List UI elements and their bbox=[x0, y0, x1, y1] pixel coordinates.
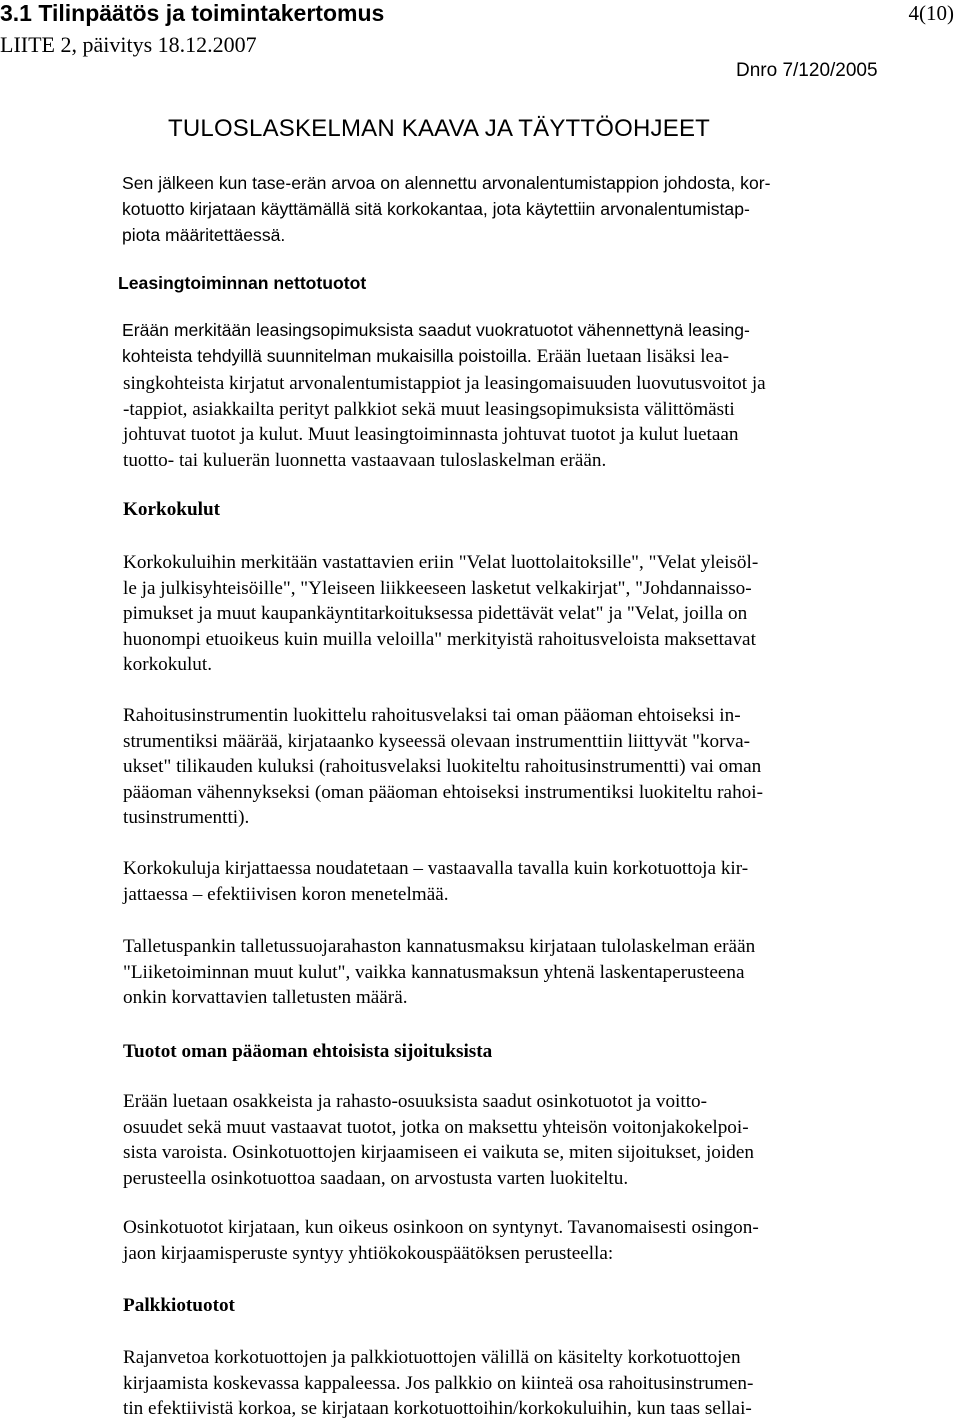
korkokulut-paragraph bbox=[123, 934, 883, 1011]
leasing-heading: Leasingtoiminnan nettotuotot bbox=[118, 273, 367, 293]
text-line: kirjaamista koskevassa kappaleessa. Jos palkkio on kiinteä osa rahoitusinstrumen- bbox=[123, 1372, 754, 1394]
page-number: 4(10) bbox=[908, 1, 954, 25]
section-title: 3.1 Tilinpäätös ja toimintakertomus bbox=[0, 0, 385, 26]
text-line: pääoman vähennykseksi (oman pääoman ehtoiseksi instrumentiksi luokiteltu rahoi- bbox=[123, 781, 763, 803]
text-line: johtuvat tuotot ja kulut. Muut leasingtoiminnasta johtuvat tuotot ja kulut luetaan bbox=[123, 424, 739, 446]
text-line: Sen jälkeen kun tase-erän arvoa on alennettu arvonalentumistappion johdosta, kor- bbox=[122, 173, 771, 193]
text-line-start: kohteista tehdyillä suunnitelman mukaisilla poistoilla. bbox=[122, 345, 532, 366]
text-line: tin efektiivistä korkoa, se kirjataan korkotuottoihin/korkokuluihin, kun taas sellai- bbox=[123, 1398, 752, 1420]
korkokulut-paragraph bbox=[123, 550, 883, 678]
intro-paragraph bbox=[122, 171, 882, 248]
text-line: Erään luetaan osakkeista ja rahasto-osuuksista saadut osinkotuotot ja voitto- bbox=[123, 1091, 708, 1112]
text-line: sista varoista. Osinkotuottojen kirjaamiseen ei vaikuta se, miten sijoitukset, joiden bbox=[123, 1142, 754, 1164]
text-line: piota määritettäessä. bbox=[122, 224, 286, 245]
leasing-paragraph-sans bbox=[122, 318, 882, 370]
text-line-serif-tail: Erään luetaan lisäksi lea- bbox=[536, 345, 729, 367]
korkokulut-heading: Korkokulut bbox=[123, 499, 221, 520]
text-line: le ja julkisyhteisöille", "Yleiseen liikkeeseen lasketut velkakirjat", "Johdannaisso- bbox=[123, 577, 752, 599]
text-line: onkin korvattavien talletusten määrä. bbox=[123, 987, 408, 1009]
text-line: Korkokuluihin merkitään vastattavien eriin "Velat luottolaitoksille", "Velat yleisöl- bbox=[123, 552, 759, 573]
text-line: Erään merkitään leasingsopimuksista saadut vuokratuotot vähennettynä leasing- bbox=[122, 320, 750, 340]
appendix-line: LIITE 2, päivitys 18.12.2007 bbox=[0, 32, 257, 57]
palkkiotuotot-heading: Palkkiotuotot bbox=[123, 1295, 235, 1316]
text-line: korkokulut. bbox=[123, 654, 213, 676]
text-line: huonompi etuoikeus kuin muilla veloilla" merkityistä rahoitusveloista maksettavat bbox=[123, 628, 756, 650]
osinkotuotot-heading: Tuotot oman pääoman ehtoisista sijoituksista bbox=[123, 1041, 493, 1062]
text-line: pimukset ja muut kaupankäyntitarkoituksessa pidettävät velat" ja "Velat, joilla on bbox=[123, 603, 748, 625]
leasing-paragraph-serif bbox=[123, 371, 883, 473]
text-line: Rajanvetoa korkotuottojen ja palkkiotuottojen välillä on käsitelty korkotuottojen bbox=[123, 1347, 741, 1368]
text-line: singkohteista kirjatut arvonalentumistappiot ja leasingomaisuuden luovutusvoitot ja bbox=[123, 373, 766, 394]
text-line: ukset" tilikauden kuluksi (rahoitusvelaksi luokiteltu rahoitusinstrumentti) vai oman bbox=[123, 756, 762, 778]
text-line: osuudet sekä muut vastaavat tuotot, jotka on maksettu yhteisön voitonjakokelpoi- bbox=[123, 1116, 749, 1138]
text-line: Korkokuluja kirjattaessa noudatetaan – vastaavalla tavalla kuin korkotuottoja kir- bbox=[123, 858, 749, 879]
korkokulut-paragraph bbox=[123, 703, 883, 831]
document-heading: TULOSLASKELMAN KAAVA JA TÄYTTÖOHJEET bbox=[168, 115, 711, 142]
text-line: Osinkotuotot kirjataan, kun oikeus osinkoon on syntynyt. Tavanomaisesti osingon- bbox=[123, 1217, 759, 1238]
text-line: strumentiksi määrää, kirjataanko kyseessä olevaan instrumenttiin liittyvät "korva- bbox=[123, 730, 750, 752]
text-line: Talletuspankin talletussuojarahaston kannatusmaksu kirjataan tulolaskelman erään bbox=[123, 936, 756, 957]
palkkiotuotot-paragraph bbox=[123, 1345, 883, 1422]
text-line bbox=[122, 344, 882, 370]
text-line: jaon kirjaamisperuste syntyy yhtiökokouspäätöksen perusteella: bbox=[123, 1242, 614, 1264]
text-line: -tappiot, asiakkailta perityt palkkiot sekä muut leasingsopimuksista välittömästi bbox=[123, 398, 735, 420]
osinkotuotot-paragraph bbox=[123, 1215, 883, 1266]
dnro-label: Dnro 7/120/2005 bbox=[736, 60, 878, 81]
text-line: jattaessa – efektiivisen koron menetelmää. bbox=[123, 883, 449, 905]
korkokulut-paragraph bbox=[123, 856, 883, 907]
text-line: perusteella osinkotuottoa saadaan, on arvostusta varten luokiteltu. bbox=[123, 1167, 629, 1189]
text-line: "Liiketoiminnan muut kulut", vaikka kannatusmaksun yhtenä laskentaperusteena bbox=[123, 961, 745, 983]
text-line: kotuotto kirjataan käyttämällä sitä korkokantaa, jota käytettiin arvonalentumistap- bbox=[122, 198, 750, 219]
text-line: Rahoitusinstrumentin luokittelu rahoitusvelaksi tai oman pääoman ehtoiseksi in- bbox=[123, 705, 741, 726]
text-line: tuotto- tai kuluerän luonnetta vastaavaan tuloslaskelman erään. bbox=[123, 449, 607, 471]
text-line: tusinstrumentti). bbox=[123, 807, 250, 829]
osinkotuotot-paragraph bbox=[123, 1089, 883, 1191]
